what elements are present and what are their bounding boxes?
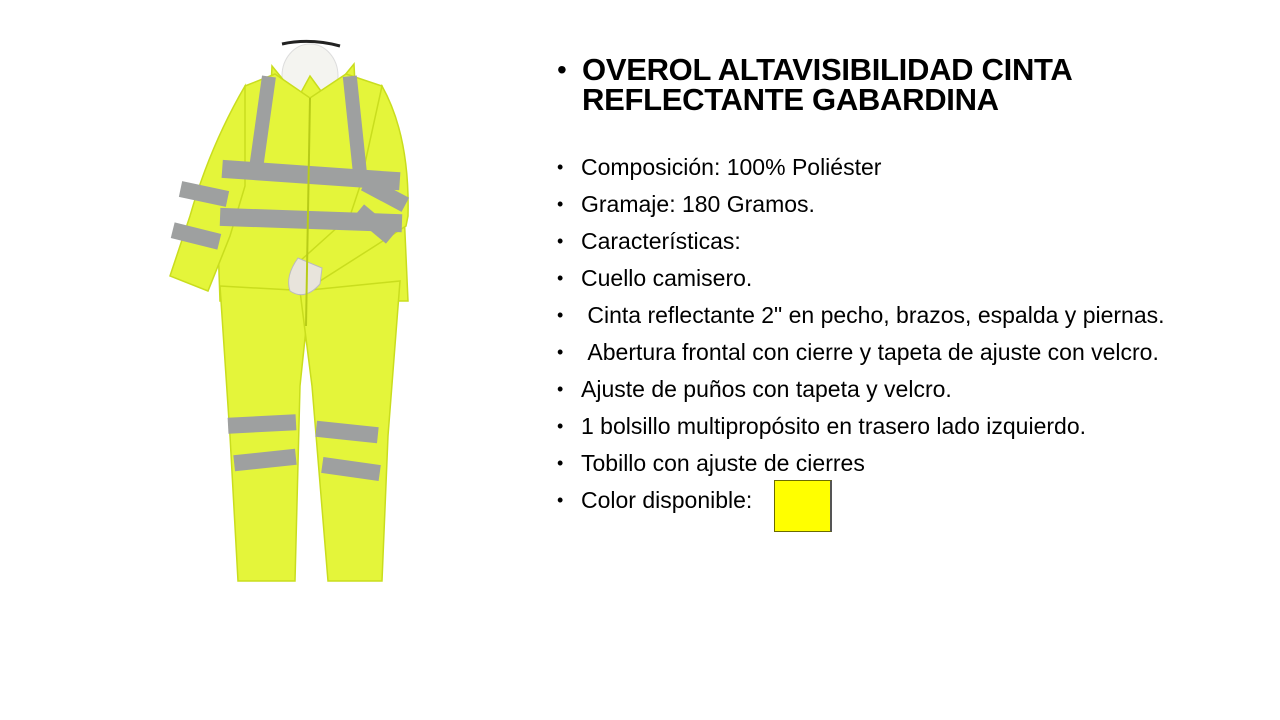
- spec-item: [557, 192, 1247, 217]
- spec-item: [557, 451, 1247, 476]
- spec-item: [557, 155, 1247, 180]
- spec-item: [557, 266, 1247, 291]
- spec-text: 1 bolsillo multipropósito en trasero lado izquierdo.: [581, 413, 1087, 439]
- spec-text: Composición: 100% Poliéster: [581, 154, 882, 180]
- spec-item: [557, 377, 1247, 402]
- bullet-dot: •: [557, 453, 564, 473]
- bullet-dot: •: [557, 342, 564, 362]
- spec-text: Cinta reflectante 2" en pecho, brazos, espalda y piernas.: [581, 302, 1165, 328]
- bullet-dot: •: [557, 194, 564, 214]
- spec-text: Gramaje: 180 Gramos.: [581, 191, 815, 217]
- bullet-dot: •: [557, 379, 564, 399]
- spec-list: [557, 155, 1247, 544]
- bullet-dot: •: [557, 157, 564, 177]
- spec-item: [557, 340, 1247, 365]
- spec-text: Cuello camisero.: [581, 265, 753, 291]
- spec-item: [557, 229, 1247, 254]
- spec-item: [557, 414, 1247, 439]
- bullet-dot: •: [557, 305, 564, 325]
- spec-text: Tobillo con ajuste de cierres: [581, 450, 865, 476]
- hi-vis-coverall-image: [150, 36, 420, 596]
- spec-text: Ajuste de puños con tapeta y velcro.: [581, 376, 952, 402]
- bullet-dot: •: [557, 231, 564, 251]
- spec-text: Características:: [581, 228, 741, 254]
- spec-text: Abertura frontal con cierre y tapeta de ajuste con velcro.: [581, 339, 1159, 365]
- color-label: Color disponible:: [581, 487, 753, 513]
- spec-item: [557, 303, 1247, 328]
- bullet-dot: •: [557, 490, 564, 510]
- title-block: [557, 52, 1237, 117]
- title-text: OVEROL ALTAVISIBILIDAD CINTA REFLECTANTE GABARDINA: [582, 52, 1072, 117]
- spec-item-color: [557, 488, 1247, 532]
- color-swatch: [774, 480, 832, 532]
- bullet-dot: •: [557, 268, 564, 288]
- page-title: [557, 52, 1237, 117]
- bullet-dot: •: [557, 416, 564, 436]
- title-bullet: •: [557, 54, 567, 85]
